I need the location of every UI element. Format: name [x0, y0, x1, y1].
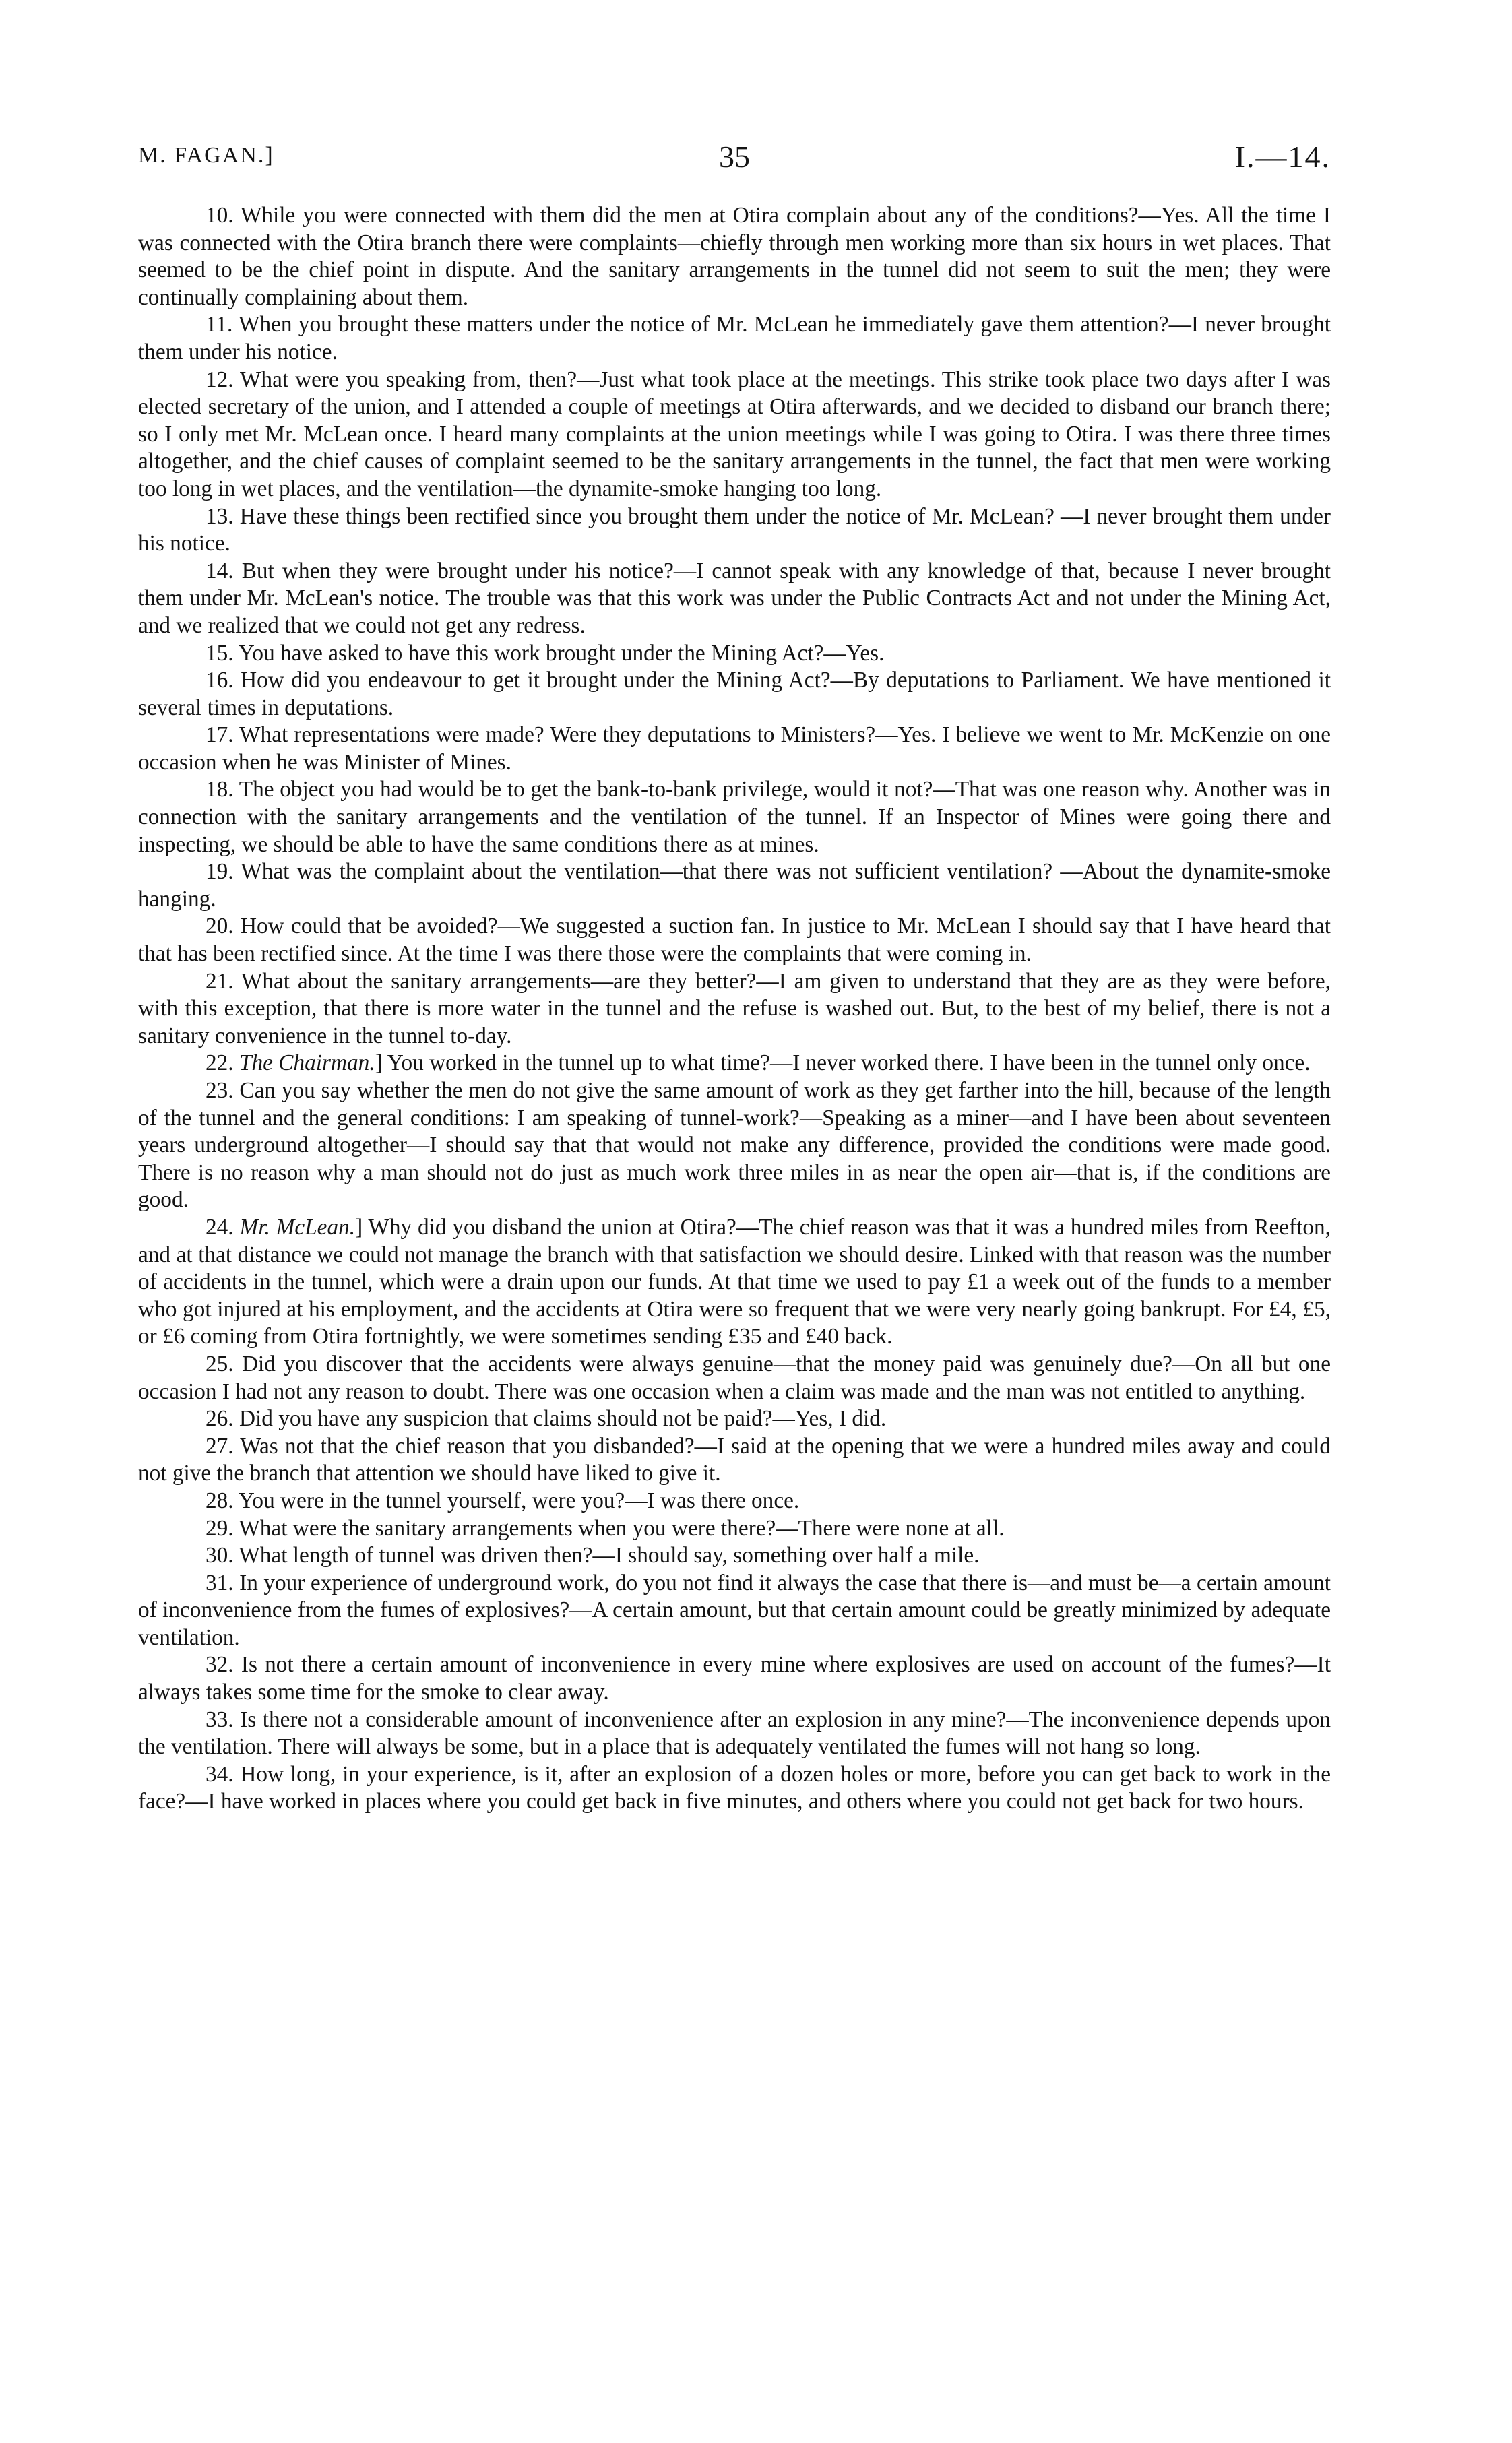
testimony-body	[138, 202, 1331, 1816]
paragraph-q33: 33. Is there not a considerable amount of inconvenience after an explosion in any mine?—The inconvenience depends upon the ventilation. There will always be some, but in a place that is adequately ventilated the fumes will not hang so long.	[138, 1707, 1331, 1760]
speaker-name: The Chairman.	[239, 1050, 375, 1076]
question-number: 24.	[206, 1214, 240, 1240]
paragraph-q28: 28. You were in the tunnel yourself, were you?—I was there once.	[206, 1488, 800, 1513]
page-header	[138, 139, 1331, 183]
paragraph-q32: 32. Is not there a certain amount of inconvenience in every mine where explosives are used on account of the fumes?—It always takes some time for the smoke to clear away.	[138, 1652, 1331, 1705]
question-number: 22.	[206, 1050, 239, 1076]
paragraph-q16: 16. How did you endeavour to get it brought under the Mining Act?—By deputations to Parliament. We have mentioned it several times in deputations.	[138, 668, 1331, 720]
paragraph-q23: 23. Can you say whether the men do not give the same amount of work as they get farther into the hill, because of the length of the tunnel and the general conditions: I am speaking of tunnel-work?—Speaking as a miner—and I have been about seventeen years underground altogether—I should say that that would not make any difference, provided the conditions were made good. There is no reason why a man should not do just as much work three miles in as near the open air—that is, if the conditions are good.	[138, 1078, 1331, 1213]
witness-name: M. FAGAN.]	[138, 143, 274, 168]
paragraph-q17: 17. What representations were made? Were they deputations to Ministers?—Yes. I believe we went to Mr. McKenzie on one occasion when he was Minister of Mines.	[138, 722, 1331, 775]
paragraph-text: ] You worked in the tunnel up to what time?—I never worked there. I have been in the tunnel only once.	[375, 1050, 1311, 1076]
document-reference: I.—14.	[1234, 139, 1331, 174]
paragraph-q20: 20. How could that be avoided?—We suggested a suction fan. In justice to Mr. McLean I should say that I have heard that that has been rectified since. At the time I was there those were the complaints that were coming in.	[138, 914, 1331, 967]
paragraph-q12: 12. What were you speaking from, then?—Just what took place at the meetings. This strike took place two days after I was elected secretary of the union, and I attended a couple of meetings at Otira afterwards, and we decided to disband our branch there; so I only met Mr. McLean once. I heard many complaints at the union meetings while I was going to Otira. I was there three times altogether, and the chief causes of complaint seemed to be the sanitary arrangements in the tunnel, the fact that men were working too long in wet places, and the ventilation—the dynamite-smoke hanging too long.	[138, 367, 1331, 501]
paragraph-q11: 11. When you brought these matters under the notice of Mr. McLean he immediately gave them attention?—I never brought them under his notice.	[138, 312, 1331, 364]
paragraph-q24	[138, 1214, 1331, 1351]
paragraph-text: ] Why did you disband the union at Otira?—The chief reason was that it was a hundred miles from Reefton, and at that distance we could not manage the branch with that satisfaction we should desire. Linked with that reason was the number of accidents in the tunnel, which were a drain upon our funds. At that time we used to pay £1 a week out of the funds to a member who got injured at his employment, and the accidents at Otira were so frequent that we were very nearly going bankrupt. For £4, £5, or £6 coming from Otira fortnightly, we were sometimes sending £35 and £40 back.	[138, 1214, 1331, 1350]
paragraph-q25: 25. Did you discover that the accidents were always genuine—that the money paid was genuinely due?—On all but one occasion I had not any reason to doubt. There was one occasion when a claim was made and the man was not entitled to anything.	[138, 1351, 1331, 1404]
page-number: 35	[719, 139, 750, 174]
paragraph-q31: 31. In your experience of underground work, do you not find it always the case that there is—and must be—a certain amount of inconvenience from the fumes of explosives?—A certain amount, but that certain amount could be greatly minimized by adequate ventilation.	[138, 1570, 1331, 1650]
paragraph-q29: 29. What were the sanitary arrangements when you were there?—There were none at all.	[206, 1515, 1005, 1541]
paragraph-q13: 13. Have these things been rectified since you brought them under the notice of Mr. McLean? —I never brought them under his notice.	[138, 503, 1331, 557]
paragraph-q26: 26. Did you have any suspicion that claims should not be paid?—Yes, I did.	[206, 1406, 887, 1432]
paragraph-q30: 30. What length of tunnel was driven then?—I should say, something over half a mile.	[206, 1543, 980, 1568]
paragraph-q22	[138, 1050, 1331, 1077]
speaker-name: Mr. McLean.	[239, 1214, 356, 1240]
paragraph-q27: 27. Was not that the chief reason that you disbanded?—I said at the opening that we were a hundred miles away and could not give the branch that attention we should have liked to give it.	[138, 1433, 1331, 1486]
paragraph-q18: 18. The object you had would be to get the bank-to-bank privilege, would it not?—That was one reason why. Another was in connection with the sanitary arrangements and the ventilation of the tunnel. If an Inspector of Mines were going there and inspecting, we should be able to have the same conditions there as at mines.	[138, 777, 1331, 857]
paragraph-q10: 10. While you were connected with them did the men at Otira complain about any of the conditions?—Yes. All the time I was connected with the Otira branch there were complaints—chiefly through men working more than six hours in wet places. That seemed to be the chief point in dispute. And the sanitary arrangements in the tunnel did not seem to suit the men; they were continually complaining about them.	[138, 203, 1331, 310]
paragraph-q19: 19. What was the complaint about the ventilation—that there was not sufficient ventilation? —About the dynamite-smoke hanging.	[138, 859, 1331, 912]
paragraph-q15: 15. You have asked to have this work brought under the Mining Act?—Yes.	[206, 640, 885, 666]
paragraph-q21: 21. What about the sanitary arrangements—are they better?—I am given to understand that they are as they were before, with this exception, that there is more water in the tunnel and the refuse is washed out. But, to the best of my belief, there is not a sanitary convenience in the tunnel to-day.	[138, 968, 1331, 1048]
paragraph-q34: 34. How long, in your experience, is it, after an explosion of a dozen holes or more, before you can get back to work in the face?—I have worked in places where you could get back in five minutes, and others where you could not get back for two hours.	[138, 1761, 1331, 1814]
paragraph-q14: 14. But when they were brought under his notice?—I cannot speak with any knowledge of that, because I never brought them under Mr. McLean's notice. The trouble was that this work was under the Public Contracts Act and not under the Mining Act, and we realized that we could not get any redress.	[138, 558, 1331, 638]
